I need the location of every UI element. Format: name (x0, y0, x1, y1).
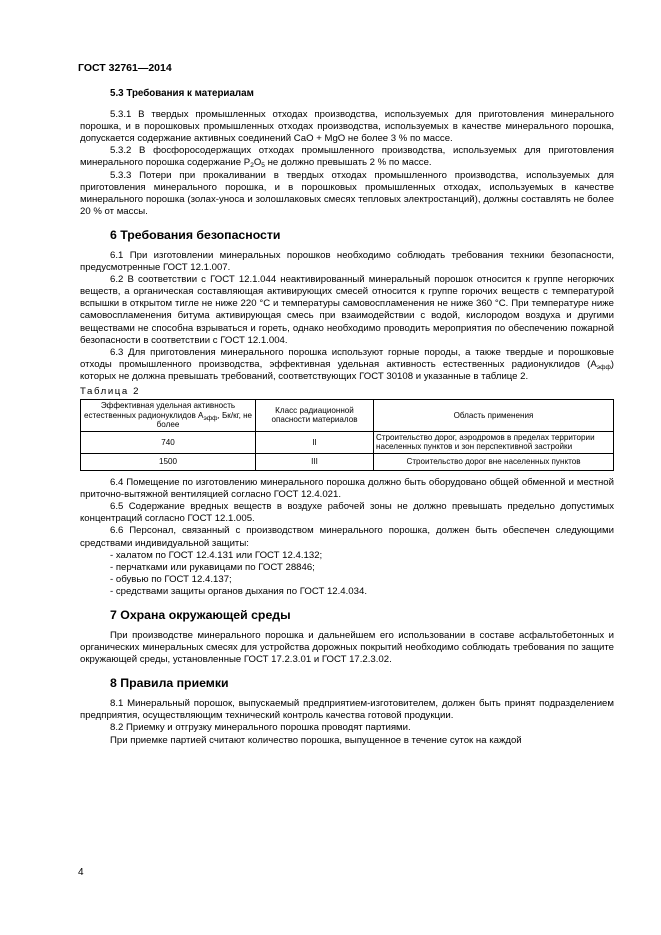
table-header-class: Класс радиационной опасности материалов (256, 400, 374, 432)
radiation-table (80, 399, 614, 471)
table-cell-area: Строительство дорог вне населенных пунктов (374, 454, 614, 471)
paragraph-8-1: 8.1 Минеральный порошок, выпускаемый предприятием-изготовителем, должен быть принят подразделением предприятия, осуществляющим технический контроль качества готовой продукции. (80, 698, 614, 722)
doc-header: ГОСТ 32761—2014 (78, 62, 172, 74)
paragraph-6-2: 6.2 В соответствии с ГОСТ 12.1.044 неактивированный минеральный порошок относится к группе негорючих веществ, а органическая составляющая активирующих смесей относится к группе горючих веществ с температурой вспышки в открытом тигле не ниже 220 °С и температуры самовоспламенения не ниже 360 °С. При температуре ниже самовоспламенения битума активирующая смесь при взаимодействии с водой, кислородом воздуха и другими веществами не способна взрываться и гореть, однако необходимо проводить мероприятия по обеспечению пожарной безопасности в соответствии с ГОСТ 12.1.004. (80, 274, 614, 346)
paragraph-7: При производстве минерального порошка и дальнейшем его использовании в составе асфальтобетонных и органических минеральных смесях для устройства дорожных покрытий необходимо соблюдать требования по защите окружающей среды, установленные ГОСТ 17.2.3.01 и ГОСТ 17.2.3.02. (80, 629, 614, 666)
page-number: 4 (78, 867, 84, 878)
paragraph-5-3-1: 5.3.1 В твердых промышленных отходах производства, используемых для приготовления минерального порошка, и в порошковых промышленных отходах производства, используемых в качестве минерального порошка, допускается содержание активных соединений CaO + MgO не более 3 % по массе. (80, 109, 614, 145)
paragraph-6-3: 6.3 Для приготовления минерального порошка используют горные породы, а также твердые и порошковые отходы промышленного производства, эффективная удельная активность естественных радионуклидов $(A_{эфф})$ которых не должна превышать требований, соответствующих ГОСТ 30108 и указанные в таблице 2. (80, 346, 614, 382)
section-8-title: 8 Правила приемки (110, 676, 229, 691)
table-row (81, 454, 614, 471)
table-row (81, 431, 614, 453)
table-header-row (81, 400, 614, 432)
table-cell-activity: 1500 (81, 454, 256, 471)
paragraph-8-3: При приемке партией считают количество порошка, выпущенное в течение суток на каждой (110, 734, 522, 746)
list-item: - средствами защиты органов дыхания по ГОСТ 12.4.034. (110, 585, 367, 597)
section-6-title: 6 Требования безопасности (110, 227, 281, 242)
table-header-area: Область применения (374, 400, 614, 432)
section-5-3-title: 5.3 Требования к материалам (110, 88, 254, 99)
list-item: - халатом по ГОСТ 12.4.131 или ГОСТ 12.4.132; (110, 549, 323, 561)
table-cell-class: II (256, 431, 374, 453)
table-cell-area: Строительство дорог, аэродромов в пределах территории населенных пунктов и зон перспективной застройки (374, 431, 614, 453)
paragraph-6-4: 6.4 Помещение по изготовлению минерального порошка должно быть оборудовано общей обменной и местной приточно-вытяжной вентиляцией согласно ГОСТ 12.4.021. (80, 477, 614, 501)
table-cell-class: III (256, 454, 374, 471)
page-content (80, 88, 614, 747)
paragraph-6-5: 6.5 Содержание вредных веществ в воздухе рабочей зоны не должно превышать предельно допустимых концентраций согласно ГОСТ 12.1.005. (80, 501, 614, 525)
paragraph-5-3-3: 5.3.3 Потери при прокаливании в твердых отходах промышленного производства, используемых для приготовления минерального порошка, и в порошковых промышленных отходах, используемых в качестве минерального порошка (золах-уноса и золошлаковых смесях тепловых электростанций), должны составлять не более 20 % от массы. (80, 169, 614, 217)
paragraph-6-1: 6.1 При изготовлении минеральных порошков необходимо соблюдать требования техники безопасности, предусмотренные ГОСТ 12.1.007. (80, 249, 614, 274)
list-item: - обувью по ГОСТ 12.4.137; (110, 573, 232, 585)
paragraph-5-3-2: 5.3.2 В фосфоросодержащих отходах промышленного производства, используемых для приготовления минерального порошка содержание $P_2O_5$ не должно превышать 2 % по массе. (80, 145, 614, 170)
table-header-activity: Эффективная удельная активность естественных радионуклидов $A_{эфф}$, Бк/кг, не более (81, 400, 256, 432)
paragraph-6-6: 6.6 Персонал, связанный с производством минерального порошка, должен быть обеспечен следующими средствами индивидуальной защиты: (80, 525, 614, 549)
section-7-title: 7 Охрана окружающей среды (110, 607, 291, 622)
list-item: - перчатками или рукавицами по ГОСТ 28846; (110, 561, 315, 573)
protection-list (80, 550, 614, 598)
paragraph-8-2: 8.2 Приемку и отгрузку минерального порошка проводят партиями. (110, 722, 411, 734)
table-cell-activity: 740 (81, 431, 256, 453)
table-caption: Таблица 2 (80, 385, 141, 397)
